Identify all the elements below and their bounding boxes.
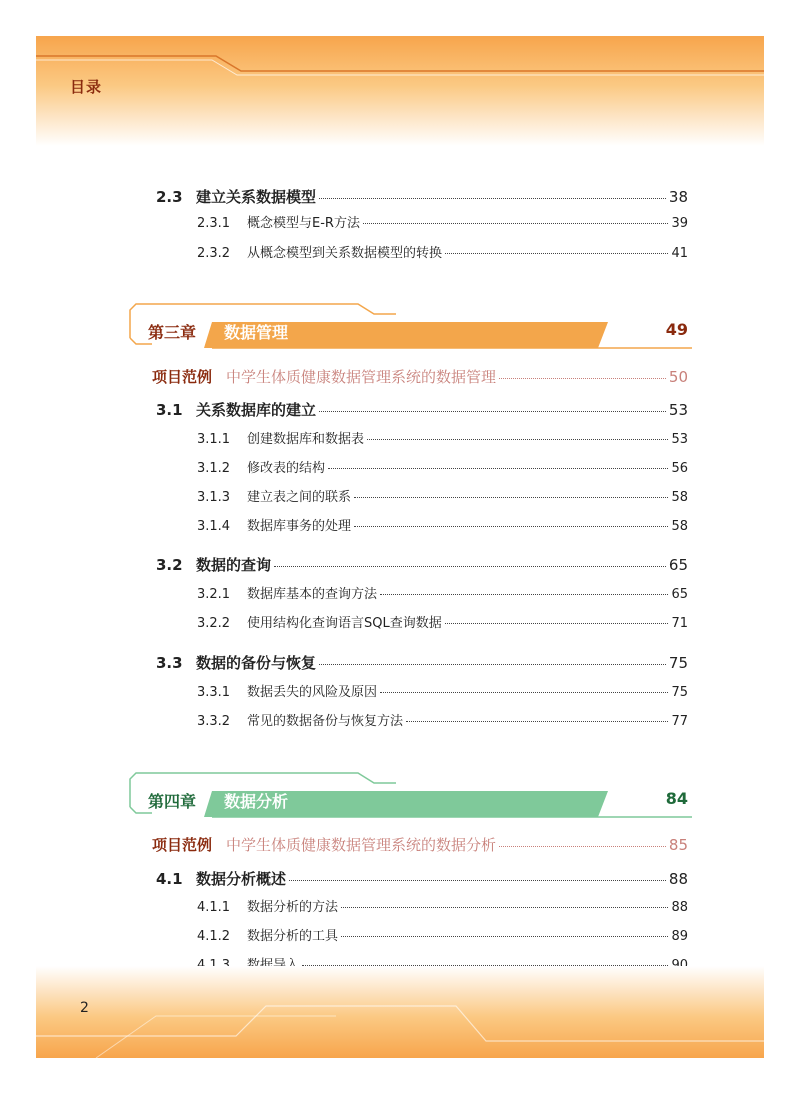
page-ref: 41 (671, 246, 688, 261)
toc-section-3-1[interactable] (156, 399, 688, 420)
subsection-number: 3.1.1 (197, 432, 231, 447)
dot-leader (367, 439, 668, 440)
page-ref: 71 (671, 616, 688, 631)
subsection-title: 从概念模型到关系数据模型的转换 (247, 246, 443, 261)
toc-subsection-3-1-3[interactable] (197, 486, 688, 505)
subsection-number: 2.3.1 (197, 216, 231, 231)
chapter-page: 49 (665, 320, 688, 339)
dot-leader (341, 907, 668, 908)
toc-section-2-3[interactable] (156, 186, 688, 207)
page-number: 2 (80, 1000, 89, 1016)
page-ref: 88 (671, 900, 688, 915)
page-ref: 89 (671, 929, 688, 944)
section-number: 3.3 (156, 654, 183, 672)
subsection-number: 3.2.1 (197, 587, 231, 602)
chapter-number: 第三章 (148, 323, 197, 342)
dot-leader (499, 846, 666, 847)
page-ref: 88 (668, 870, 688, 888)
subsection-title: 建立表之间的联系 (247, 490, 352, 505)
subsection-title: 数据分析的工具 (247, 929, 339, 944)
page-ref: 56 (671, 461, 688, 476)
page-ref: 53 (668, 401, 688, 419)
toc-heading: 目录 (70, 78, 103, 96)
toc-subsection-4-1-2[interactable] (197, 925, 688, 944)
toc-project-example-3[interactable] (152, 366, 688, 387)
dot-leader (380, 594, 668, 595)
dot-leader (363, 223, 669, 224)
project-title: 中学生体质健康数据管理系统的数据分析 (226, 836, 497, 854)
chapter-page: 84 (665, 789, 688, 808)
page-ref: 53 (671, 432, 688, 447)
project-title: 中学生体质健康数据管理系统的数据管理 (226, 368, 497, 386)
toc-subsection-3-3-2[interactable] (197, 710, 688, 729)
subsection-title: 数据库事务的处理 (247, 519, 352, 534)
toc-subsection-4-1-1[interactable] (197, 896, 688, 915)
page-ref: 85 (668, 836, 688, 854)
section-number: 3.1 (156, 401, 183, 419)
footer-band (36, 966, 764, 1058)
dot-leader (406, 721, 668, 722)
dot-leader (319, 411, 666, 412)
page-ref: 58 (671, 490, 688, 505)
project-label: 项目范例 (152, 368, 213, 386)
dot-leader (499, 378, 666, 379)
subsection-number: 3.3.2 (197, 714, 231, 729)
subsection-title: 常见的数据备份与恢复方法 (247, 714, 404, 729)
toc-subsection-3-2-1[interactable] (197, 583, 688, 602)
toc-section-3-2[interactable] (156, 554, 688, 575)
subsection-title: 概念模型与E-R方法 (247, 216, 360, 231)
subsection-title: 数据丢失的风险及原因 (247, 685, 378, 700)
subsection-number: 3.3.1 (197, 685, 231, 700)
chapter-title: 数据管理 (224, 323, 289, 342)
subsection-title: 数据分析的方法 (247, 900, 339, 915)
toc-section-4-1[interactable] (156, 868, 688, 889)
chapter-title: 数据分析 (224, 792, 289, 811)
page-ref: 77 (671, 714, 688, 729)
section-title: 建立关系数据模型 (196, 188, 317, 206)
page-ref: 75 (671, 685, 688, 700)
dot-leader (274, 566, 666, 567)
header-decoration (36, 36, 764, 146)
footer-decoration (36, 966, 764, 1058)
chapter-3-bar (128, 302, 692, 352)
page-ref: 50 (668, 368, 688, 386)
dot-leader (328, 468, 668, 469)
subsection-number: 3.1.2 (197, 461, 231, 476)
header-band (36, 36, 764, 146)
chapter-4-bar (128, 771, 692, 821)
section-title: 关系数据库的建立 (196, 401, 317, 419)
subsection-title: 使用结构化查询语言SQL查询数据 (247, 616, 442, 631)
chapter-4-header[interactable] (128, 771, 692, 821)
section-title: 数据分析概述 (196, 870, 287, 888)
subsection-number: 4.1.2 (197, 929, 231, 944)
section-number: 2.3 (156, 188, 183, 206)
subsection-number: 3.1.4 (197, 519, 231, 534)
book-page (36, 36, 764, 1058)
section-number: 4.1 (156, 870, 183, 888)
section-number: 3.2 (156, 556, 183, 574)
page-ref: 58 (671, 519, 688, 534)
subsection-title: 创建数据库和数据表 (247, 432, 365, 447)
page-ref: 65 (671, 587, 688, 602)
chapter-number: 第四章 (148, 792, 197, 811)
dot-leader (289, 880, 666, 881)
toc-subsection-2-3-2[interactable] (197, 242, 688, 261)
chapter-3-header[interactable] (128, 302, 692, 352)
page-ref: 38 (668, 188, 688, 206)
subsection-title: 数据库基本的查询方法 (247, 587, 378, 602)
page-ref: 39 (671, 216, 688, 231)
toc-project-example-4[interactable] (152, 834, 688, 855)
toc-subsection-3-1-1[interactable] (197, 428, 688, 447)
dot-leader (319, 664, 666, 665)
toc-subsection-3-1-4[interactable] (197, 515, 688, 534)
dot-leader (341, 936, 668, 937)
subsection-number: 3.1.3 (197, 490, 231, 505)
dot-leader (354, 526, 668, 527)
section-title: 数据的查询 (196, 556, 272, 574)
toc-subsection-3-3-1[interactable] (197, 681, 688, 700)
page-ref: 75 (668, 654, 688, 672)
toc-subsection-3-2-2[interactable] (197, 612, 688, 631)
dot-leader (445, 253, 668, 254)
subsection-number: 4.1.1 (197, 900, 231, 915)
toc-section-3-3[interactable] (156, 652, 688, 673)
section-title: 数据的备份与恢复 (196, 654, 317, 672)
subsection-number: 2.3.2 (197, 246, 231, 261)
project-label: 项目范例 (152, 836, 213, 854)
dot-leader (445, 623, 669, 624)
dot-leader (354, 497, 668, 498)
toc-subsection-3-1-2[interactable] (197, 457, 688, 476)
dot-leader (319, 198, 666, 199)
toc-subsection-2-3-1[interactable] (197, 212, 688, 231)
page-ref: 65 (668, 556, 688, 574)
subsection-number: 3.2.2 (197, 616, 231, 631)
dot-leader (380, 692, 668, 693)
subsection-title: 修改表的结构 (247, 461, 326, 476)
